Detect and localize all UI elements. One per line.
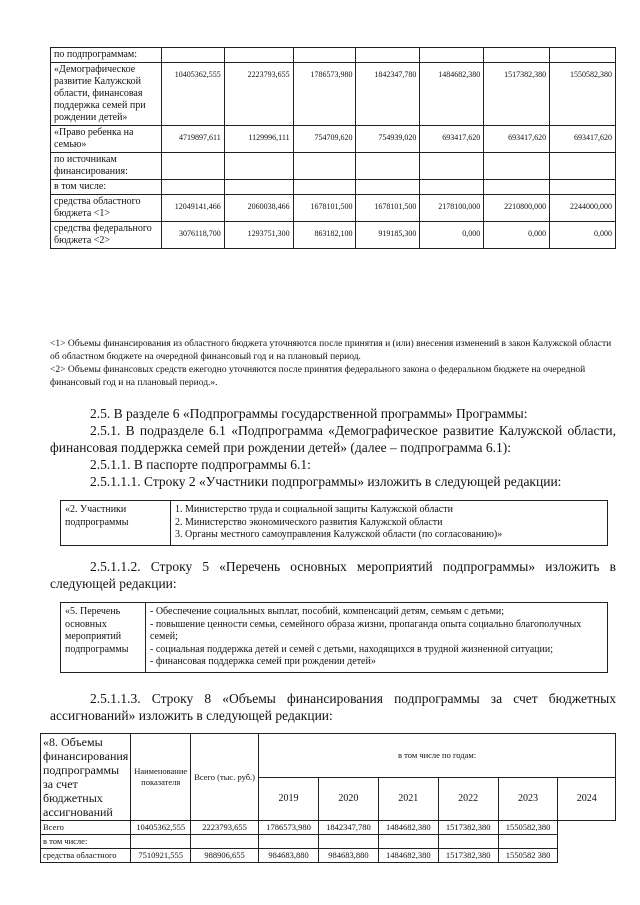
table-cell: 4719897,611 xyxy=(161,126,224,153)
paragraph-block-3 xyxy=(50,690,616,724)
table-cell xyxy=(161,153,224,180)
table-cell xyxy=(484,48,550,63)
table-cell: 12049141,466 xyxy=(161,195,224,222)
table-cell xyxy=(356,180,420,195)
year-header: 2020 xyxy=(318,777,378,821)
table-cell: 1517382,380 xyxy=(438,821,498,835)
table-cell: 754709,620 xyxy=(293,126,356,153)
footnote-1: <1> Объемы финансирования из областного бюджета уточняются после принятия и (или) внесения изменений в закон Калужской области об областном бюджете на очередной финансовый год и на плановый период. xyxy=(50,339,612,362)
activity-item: - финансовая поддержка семей при рождении детей» xyxy=(150,656,376,667)
row-total xyxy=(131,835,191,849)
table-cell: 693417,620 xyxy=(484,126,550,153)
year-header: 2021 xyxy=(378,777,438,821)
activity-item: - социальная поддержка детей и семей с детьми, находящихся в трудной жизненной ситуации; xyxy=(150,643,553,655)
activities-label: «5. Перечень основных мероприятий подпрограммы xyxy=(61,603,146,673)
participant-item: 1. Министерство труда и социальной защиты Калужской области xyxy=(175,504,453,515)
paragraph-2-5: 2.5. В разделе 6 «Подпрограммы государственной программы» Программы: xyxy=(90,406,528,421)
table-cell: 3076118,700 xyxy=(161,222,224,249)
activities-box xyxy=(60,602,608,673)
participant-item: 2. Министерство экономического развития Калужской области xyxy=(175,516,443,528)
financing-row-label: «8. Объемы финансирования подпрограммы за счет бюджетных ассигнований xyxy=(41,734,131,821)
row-total: 7510921,555 xyxy=(131,849,191,863)
table-cell: 863182,100 xyxy=(293,222,356,249)
year-header: 2019 xyxy=(259,777,319,821)
table-cell: 693417,620 xyxy=(420,126,484,153)
table-cell: 2223793,655 xyxy=(191,821,259,835)
row-label: «Право ребенка на семью» xyxy=(51,126,162,153)
table-cell: 988906,655 xyxy=(191,849,259,863)
participants-box xyxy=(60,500,608,546)
table-cell xyxy=(318,835,378,849)
table-cell xyxy=(293,48,356,63)
table-cell xyxy=(161,180,224,195)
table-cell xyxy=(293,180,356,195)
table-cell xyxy=(356,153,420,180)
table-cell xyxy=(484,153,550,180)
footnote-2: <2> Объемы финансовых средств ежегодно уточняются после принятия федерального закона о федеральном бюджете на очередной финансовый год и на плановый период.». xyxy=(50,365,586,388)
paragraph-2-5-1-1: 2.5.1.1. В паспорте подпрограммы 6.1: xyxy=(90,457,311,472)
table-row xyxy=(41,849,616,863)
table-row xyxy=(41,821,616,835)
table-cell xyxy=(356,48,420,63)
table-cell: 919185,300 xyxy=(356,222,420,249)
table-cell xyxy=(224,180,293,195)
table-cell: 10405362,555 xyxy=(161,63,224,126)
table-cell: 1484682,380 xyxy=(378,821,438,835)
table-cell: 1678101,500 xyxy=(293,195,356,222)
table-row xyxy=(51,195,616,222)
table-cell xyxy=(293,153,356,180)
table-cell: 1484682,380 xyxy=(420,63,484,126)
table-cell: 2244000,000 xyxy=(550,195,616,222)
row-total: 10405362,555 xyxy=(131,821,191,835)
table-row xyxy=(51,48,616,63)
row-name: в том числе: xyxy=(41,835,131,849)
table-cell: 984683,880 xyxy=(259,849,319,863)
table-cell: 1786573,980 xyxy=(259,821,319,835)
participant-item: 3. Органы местного самоуправления Калужской области (по согласованию)» xyxy=(175,529,503,540)
table-cell xyxy=(224,48,293,63)
table-row xyxy=(51,153,616,180)
col-header-total: Всего (тыс. руб.) xyxy=(191,734,259,821)
table-cell: 0,000 xyxy=(420,222,484,249)
table-cell: 1550582,380 xyxy=(498,821,558,835)
table-cell xyxy=(484,180,550,195)
table-cell: 1129996,111 xyxy=(224,126,293,153)
table-cell: 1786573,980 xyxy=(293,63,356,126)
row-name: средства областного xyxy=(41,849,131,863)
row-label: по подпрограммам: xyxy=(51,48,162,63)
table-cell: 1484682,380 xyxy=(378,849,438,863)
table-cell xyxy=(378,835,438,849)
table-cell xyxy=(161,48,224,63)
row-label: средства федерального бюджета <2> xyxy=(51,222,162,249)
table-cell xyxy=(498,835,558,849)
table-cell: 2223793,655 xyxy=(224,63,293,126)
table-cell xyxy=(550,48,616,63)
table-cell: 1842347,780 xyxy=(356,63,420,126)
table-cell xyxy=(420,180,484,195)
table-cell: 2060038,466 xyxy=(224,195,293,222)
table-row xyxy=(51,126,616,153)
table-row xyxy=(51,63,616,126)
table-cell xyxy=(224,153,293,180)
paragraph-2-5-1-1-1: 2.5.1.1.1. Строку 2 «Участники подпрограммы» изложить в следующей редакции: xyxy=(90,474,562,489)
row-label: в том числе: xyxy=(51,180,162,195)
paragraph-block-1 xyxy=(50,405,616,490)
table-row xyxy=(51,180,616,195)
table-cell xyxy=(420,153,484,180)
table-cell: 693417,620 xyxy=(550,126,616,153)
table-cell: 984683,880 xyxy=(318,849,378,863)
paragraph-2-5-1-1-2: 2.5.1.1.2. Строку 5 «Перечень основных мероприятий подпрограммы» изложить в следующей редакции: xyxy=(50,559,616,591)
table-cell xyxy=(438,835,498,849)
paragraph-2-5-1: 2.5.1. В подразделе 6.1 «Подпрограмма «Демографическое развитие Калужской области, финансовая поддержка семей при рождении детей» (далее – подпрограмма 6.1): xyxy=(50,423,616,455)
row-label: по источникам финансирования: xyxy=(51,153,162,180)
table-cell xyxy=(550,180,616,195)
activity-item: - повышение ценности семьи, семейного образа жизни, пропаганда опыта социально благополучных семей; xyxy=(150,618,582,642)
table-cell: 2210800,000 xyxy=(484,195,550,222)
row-label: «Демографическое развитие Калужской области, финансовая поддержка семей при рождении детей» xyxy=(51,63,162,126)
table-cell: 0,000 xyxy=(484,222,550,249)
table-cell: 754939,020 xyxy=(356,126,420,153)
table-cell: 1550582,380 xyxy=(550,63,616,126)
table-cell: 0,000 xyxy=(550,222,616,249)
table-cell xyxy=(420,48,484,63)
table-cell: 1842347,780 xyxy=(318,821,378,835)
footnotes xyxy=(50,338,616,390)
paragraph-2-5-1-1-3: 2.5.1.1.3. Строку 8 «Объемы финансирования подпрограммы за счет бюджетных ассигнований» изложить в следующей редакции: xyxy=(50,691,616,723)
year-header: 2024 xyxy=(558,777,616,821)
financing-table-continuation xyxy=(50,47,616,249)
activity-item: - Обеспечение социальных выплат, пособий, компенсаций детям, семьям с детьми; xyxy=(150,606,505,617)
paragraph-block-2 xyxy=(50,558,616,592)
table-cell xyxy=(259,835,319,849)
table-cell: 1517382,380 xyxy=(438,849,498,863)
table-row xyxy=(51,222,616,249)
table-cell xyxy=(550,153,616,180)
table-cell: 2178100,000 xyxy=(420,195,484,222)
col-header-years: в том числе по годам: xyxy=(259,734,616,778)
table-cell: 1678101,500 xyxy=(356,195,420,222)
year-header: 2023 xyxy=(498,777,558,821)
participants-label: «2. Участники подпрограммы xyxy=(61,501,171,546)
financing-volume-table xyxy=(40,733,616,863)
table-cell: 1517382,380 xyxy=(484,63,550,126)
table-cell: 1550582 380 xyxy=(498,849,558,863)
table-cell xyxy=(191,835,259,849)
year-header: 2022 xyxy=(438,777,498,821)
row-name: Всего xyxy=(41,821,131,835)
activities-list xyxy=(146,603,608,673)
col-header-name: Наименование показателя xyxy=(131,734,191,821)
participants-list xyxy=(171,501,608,546)
table-row xyxy=(41,835,616,849)
table-cell: 1293751,300 xyxy=(224,222,293,249)
row-label: средства областного бюджета <1> xyxy=(51,195,162,222)
